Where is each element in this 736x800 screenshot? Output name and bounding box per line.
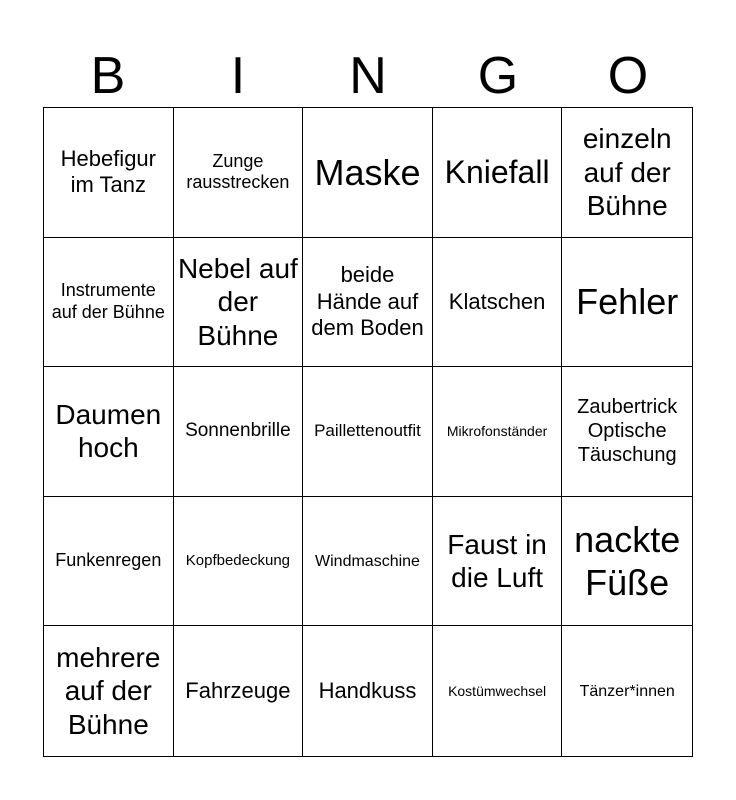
bingo-cell-label: Maske	[314, 151, 421, 193]
bingo-cell-r3-c3[interactable]	[303, 367, 433, 497]
bingo-cell-label: Daumen hoch	[55, 398, 162, 464]
bingo-cell-r1-c3[interactable]	[303, 108, 433, 238]
bingo-cell-label: mehrere auf der Bühne	[56, 641, 161, 740]
bingo-cell-label: Mikrofonständer	[446, 423, 548, 440]
header-letter-n: N	[349, 47, 387, 105]
bingo-cell-label: Handkuss	[318, 678, 417, 703]
bingo-cell-label: Paillettenoutfit	[314, 421, 421, 441]
bingo-cell-label: Kostümwechsel	[448, 682, 547, 699]
bingo-cell-r5-c3[interactable]	[303, 626, 433, 756]
bingo-cell-r2-c4[interactable]	[433, 238, 563, 368]
bingo-cell-label: Fahrzeuge	[185, 678, 291, 703]
bingo-cell-label: nackte Füße	[574, 518, 681, 604]
bingo-cell-r5-c2[interactable]	[174, 626, 304, 756]
header-letter-g: G	[477, 47, 519, 105]
header-letter-i: I	[230, 47, 246, 105]
bingo-cell-label: Kopfbedeckung	[185, 552, 291, 570]
bingo-cell-label: Klatschen	[448, 288, 546, 314]
bingo-cell-label: Tänzer*innen	[579, 682, 675, 700]
bingo-cell-r2-c1[interactable]	[44, 238, 174, 368]
bingo-cell-label: beide Hände auf dem Boden	[311, 262, 424, 341]
bingo-cell-r3-c4[interactable]	[433, 367, 563, 497]
bingo-cell-label: Windmaschine	[315, 552, 420, 570]
bingo-cell-r5-c4[interactable]	[433, 626, 563, 756]
bingo-cell-r3-c2[interactable]	[174, 367, 304, 497]
bingo-cell-r1-c4[interactable]	[433, 108, 563, 238]
bingo-cell-label: Zaubertrick Optische Täuschung	[577, 396, 678, 467]
bingo-cell-r3-c5[interactable]	[562, 367, 692, 497]
bingo-cell-r2-c2[interactable]	[174, 238, 304, 368]
bingo-cell-label: Zunge rausstrecken	[186, 150, 290, 193]
bingo-cell-label: Kniefall	[444, 154, 550, 191]
bingo-cell-label: Hebefigur im Tanz	[60, 145, 156, 198]
bingo-cell-r1-c5[interactable]	[562, 108, 692, 238]
bingo-cell-r2-c3[interactable]	[303, 238, 433, 368]
bingo-cell-r4-c3[interactable]	[303, 497, 433, 627]
bingo-cell-r4-c5[interactable]	[562, 497, 692, 627]
bingo-cell-label: einzeln auf der Bühne	[582, 122, 672, 222]
bingo-cell-r1-c1[interactable]	[44, 108, 174, 238]
bingo-cell-label: Nebel auf der Bühne	[177, 252, 298, 351]
bingo-cell-r5-c1[interactable]	[44, 626, 174, 756]
bingo-cell-r2-c5[interactable]	[562, 238, 692, 368]
header-letter-b: B	[90, 47, 126, 105]
bingo-cell-label: Fehler	[576, 281, 679, 323]
bingo-cell-r5-c5[interactable]	[562, 626, 692, 756]
bingo-cell-r4-c4[interactable]	[433, 497, 563, 627]
header-letter-o: O	[607, 47, 649, 105]
bingo-cell-label: Sonnenbrille	[185, 420, 291, 442]
bingo-header	[43, 44, 693, 108]
bingo-cell-r4-c1[interactable]	[44, 497, 174, 627]
bingo-cell-label: Funkenregen	[55, 550, 162, 571]
bingo-board	[43, 107, 693, 757]
bingo-cell-label: Faust in die Luft	[447, 528, 547, 594]
bingo-cell-r3-c1[interactable]	[44, 367, 174, 497]
bingo-cell-label: Instrumente auf der Bühne	[51, 280, 165, 322]
bingo-cell-r4-c2[interactable]	[174, 497, 304, 627]
bingo-cell-r1-c2[interactable]	[174, 108, 304, 238]
